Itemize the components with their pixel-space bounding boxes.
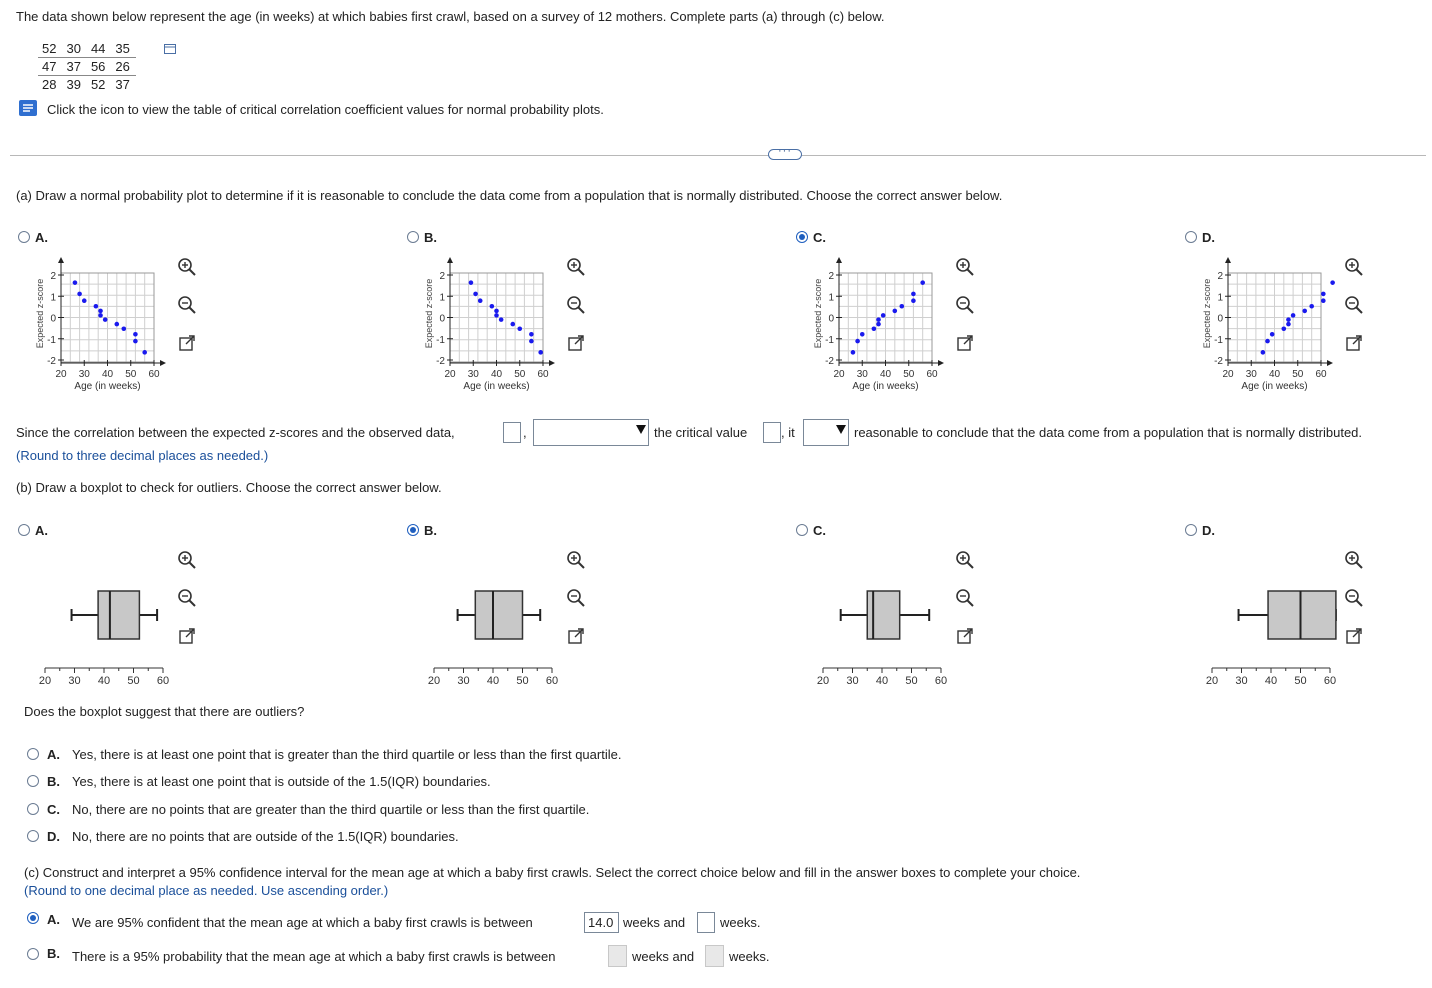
critical-values-link[interactable]: Click the icon to view the table of critical correlation coefficient values for normal probability plots. — [47, 102, 604, 117]
data-point — [881, 313, 886, 318]
outlier-option-a-radio[interactable] — [27, 748, 39, 760]
sentence-3: , it — [781, 425, 795, 440]
ci-lower-input[interactable] — [584, 912, 619, 933]
boxplot-option-c-letter: C. — [813, 523, 826, 538]
y-tick-label: 0 — [50, 313, 56, 325]
y-tick-label: 1 — [439, 292, 445, 304]
x-tick-label: 20 — [1222, 369, 1234, 380]
x-axis-arrow — [1327, 360, 1333, 366]
data-point — [133, 332, 138, 337]
ci-option-b-text-3: weeks. — [729, 949, 770, 964]
x-axis-arrow — [549, 360, 555, 366]
y-axis-arrow — [836, 257, 842, 263]
axis-tick-label: 30 — [457, 675, 470, 687]
y-tick-label: -1 — [1214, 334, 1223, 346]
axis-tick-label: 20 — [38, 675, 52, 687]
x-axis-arrow — [160, 360, 166, 366]
data-point — [77, 292, 82, 297]
part-a-question: (a) Draw a normal probability plot to determine if it is reasonable to conclude the data come from a population that is normally distributed. Choose the correct answer below. — [16, 188, 1003, 203]
data-point — [876, 317, 881, 322]
axis-tick-label: 50 — [516, 675, 529, 687]
cell: 39 — [66, 77, 81, 92]
data-point — [94, 304, 99, 309]
sentence-4: reasonable to conclude that the data come from a population that is normally distributed. — [854, 425, 1363, 440]
x-axis-label: Age (in weeks) — [463, 381, 530, 392]
cell: 30 — [62, 40, 86, 58]
y-axis-arrow — [447, 257, 453, 263]
x-tick-label: 60 — [148, 369, 160, 380]
y-tick-label: 2 — [828, 271, 834, 282]
divider — [10, 155, 1426, 156]
sentence-2: the critical value — [654, 425, 748, 440]
boxplot — [37, 545, 187, 695]
outlier-question: Does the boxplot suggest that there are outliers? — [24, 704, 305, 719]
boxplot-option-c-radio[interactable] — [796, 524, 808, 536]
y-tick-label: -2 — [1214, 356, 1223, 367]
chevron-down-icon — [636, 425, 646, 434]
data-point — [872, 326, 877, 331]
y-tick-label: 2 — [50, 271, 56, 282]
x-axis-label: Age (in weeks) — [1241, 381, 1308, 392]
data-point — [899, 304, 904, 309]
axis-tick-label: 20 — [816, 675, 830, 687]
y-tick-label: 2 — [439, 271, 445, 282]
x-tick-label: 30 — [78, 369, 90, 380]
cell: 56 — [87, 58, 111, 76]
ci-option-a-text-1: We are 95% confident that the mean age at which a baby first crawls is between — [72, 915, 533, 930]
x-tick-label: 50 — [903, 369, 915, 380]
data-point — [103, 317, 108, 322]
y-tick-label: 0 — [828, 313, 834, 325]
npp-option-c-radio[interactable] — [796, 231, 808, 243]
data-point — [1286, 317, 1291, 322]
x-tick-label: 30 — [856, 369, 868, 380]
expand-button[interactable] — [768, 145, 802, 160]
x-tick-label: 40 — [101, 369, 114, 380]
axis-tick-label: 50 — [127, 675, 140, 687]
ci-option-b-text-1: There is a 95% probability that the mean age at which a baby first crawls is between — [72, 949, 556, 964]
boxplot — [815, 545, 965, 695]
data-point — [1286, 322, 1291, 327]
outlier-option-b-letter: B. — [47, 774, 60, 789]
data-point — [893, 309, 898, 314]
expand-label: ··· — [778, 145, 792, 157]
data-point — [1321, 298, 1326, 303]
outlier-option-a-text[interactable]: Yes, there is at least one point that is greater than the third quartile or less than the first quartile. — [72, 747, 622, 762]
data-point — [911, 298, 916, 303]
comma: , — [523, 425, 527, 440]
ci-b-upper-input[interactable] — [705, 945, 724, 967]
npp-option-c-letter: C. — [813, 230, 826, 245]
notes-icon[interactable] — [17, 99, 39, 119]
y-axis-label: Expected z-score — [813, 278, 823, 349]
data-point — [121, 326, 126, 331]
outlier-option-c-letter: C. — [47, 802, 60, 817]
boxplot-option-b-letter: B. — [424, 523, 437, 538]
data-point — [133, 339, 138, 344]
normal-probability-plot — [426, 252, 576, 402]
y-tick-label: 0 — [439, 313, 445, 325]
data-point — [98, 313, 103, 318]
box — [867, 591, 899, 639]
x-tick-label: 40 — [1268, 369, 1281, 380]
data-point — [1309, 304, 1314, 309]
round-note-c: (Round to one decimal place as needed. Use ascending order.) — [24, 883, 389, 898]
part-b-question: (b) Draw a boxplot to check for outliers. Choose the correct answer below. — [16, 480, 442, 495]
y-tick-label: 1 — [50, 292, 56, 304]
normal-probability-plot — [37, 252, 187, 402]
chevron-down-icon — [836, 425, 846, 434]
axis-tick-label: 60 — [1323, 675, 1337, 687]
data-point — [473, 292, 478, 297]
x-tick-label: 20 — [833, 369, 845, 380]
y-axis-label: Expected z-score — [424, 278, 434, 349]
y-tick-label: -1 — [825, 334, 834, 346]
cell: 26 — [111, 58, 135, 76]
data-point — [538, 350, 543, 355]
intro-text: The data shown below represent the age (in weeks) at which babies first crawl, based on a survey of 12 mothers. Complete parts (a) through (c) below. — [16, 9, 885, 24]
boxplot — [1204, 545, 1354, 695]
x-tick-label: 60 — [1315, 369, 1327, 380]
x-tick-label: 30 — [1245, 369, 1257, 380]
axis-tick-label: 30 — [1235, 675, 1248, 687]
x-tick-label: 50 — [514, 369, 526, 380]
data-point — [98, 309, 103, 314]
y-axis-label: Expected z-score — [35, 278, 45, 349]
outlier-option-c-radio[interactable] — [27, 803, 39, 815]
outlier-option-d-text[interactable]: No, there are no points that are outside of the 1.5(IQR) boundaries. — [72, 829, 459, 844]
cell: 37 — [115, 77, 130, 92]
cell: 35 — [111, 40, 135, 58]
x-tick-label: 30 — [467, 369, 479, 380]
x-tick-label: 20 — [444, 369, 456, 380]
data-point — [478, 298, 483, 303]
axis-tick-label: 60 — [545, 675, 559, 687]
axis-tick-label: 60 — [156, 675, 170, 687]
data-point — [876, 322, 881, 327]
y-tick-label: 1 — [828, 292, 834, 304]
ci-option-b-text-2: weeks and — [632, 949, 695, 964]
cell: 52 — [90, 77, 106, 92]
data-point — [860, 332, 865, 337]
x-tick-label: 40 — [490, 369, 503, 380]
boxplot-option-a-radio[interactable] — [18, 524, 30, 536]
ci-option-a-text-3: weeks. — [720, 915, 761, 930]
ci-b-lower-input[interactable] — [608, 945, 627, 967]
data-point — [851, 350, 856, 355]
x-tick-label: 50 — [1292, 369, 1304, 380]
data-point — [142, 350, 147, 355]
y-tick-label: -2 — [47, 356, 56, 367]
axis-tick-label: 50 — [1294, 675, 1307, 687]
npp-option-d-letter: D. — [1202, 230, 1215, 245]
sentence-1: Since the correlation between the expected z-scores and the observed data, — [16, 425, 455, 440]
ci-option-a-letter: A. — [47, 912, 60, 927]
axis-tick-label: 50 — [905, 675, 918, 687]
correlation-input[interactable] — [503, 422, 521, 443]
x-axis-label: Age (in weeks) — [852, 381, 919, 392]
box — [475, 591, 522, 639]
axis-tick-label: 60 — [934, 675, 948, 687]
box — [1268, 591, 1336, 639]
boxplot-option-b-radio[interactable] — [407, 524, 419, 536]
x-tick-label: 60 — [537, 369, 549, 380]
ci-lower-value: 14.0 — [588, 915, 614, 930]
data-point — [490, 304, 495, 309]
data-point — [529, 339, 534, 344]
normal-probability-plot — [1204, 252, 1354, 402]
table-icon[interactable] — [164, 44, 176, 54]
ci-option-a-radio[interactable] — [27, 912, 39, 924]
data-point — [469, 280, 474, 285]
x-tick-label: 50 — [125, 369, 137, 380]
outlier-option-a-letter: A. — [47, 747, 60, 762]
data-point — [517, 326, 522, 331]
axis-tick-label: 40 — [486, 675, 500, 687]
axis-tick-label: 20 — [1205, 675, 1219, 687]
cell: 52 — [38, 40, 62, 58]
x-tick-label: 60 — [926, 369, 938, 380]
y-tick-label: -2 — [825, 356, 834, 367]
data-point — [1291, 313, 1296, 318]
data-point — [499, 317, 504, 322]
y-tick-label: 1 — [1217, 292, 1223, 304]
cell: 37 — [62, 58, 86, 76]
round-note-a: (Round to three decimal places as needed.) — [16, 448, 269, 463]
x-axis-arrow — [938, 360, 944, 366]
is-isnot-dropdown[interactable] — [803, 419, 849, 446]
npp-option-a-letter: A. — [35, 230, 48, 245]
ci-option-b-letter: B. — [47, 946, 60, 961]
ci-upper-input[interactable] — [697, 912, 715, 933]
data-point — [855, 339, 860, 344]
outlier-option-d-radio[interactable] — [27, 830, 39, 842]
data-point — [82, 298, 87, 303]
cell: 28 — [42, 77, 57, 92]
npp-option-b-letter: B. — [424, 230, 437, 245]
data-point — [1321, 292, 1326, 297]
data-point — [115, 322, 120, 327]
y-tick-label: 0 — [1217, 313, 1223, 325]
outlier-option-b-radio[interactable] — [27, 775, 39, 787]
axis-tick-label: 40 — [1264, 675, 1278, 687]
data-point — [73, 280, 78, 285]
data-point — [529, 332, 534, 337]
x-tick-label: 40 — [879, 369, 892, 380]
box — [98, 591, 139, 639]
y-tick-label: -1 — [436, 334, 445, 346]
outlier-option-b-text[interactable]: Yes, there is at least one point that is outside of the 1.5(IQR) boundaries. — [72, 774, 491, 789]
y-tick-label: 2 — [1217, 271, 1223, 282]
axis-tick-label: 20 — [427, 675, 441, 687]
data-table — [38, 40, 136, 93]
outlier-option-c-text[interactable]: No, there are no points that are greater than the third quartile or less than the first quartile. — [72, 802, 590, 817]
boxplot-option-a-letter: A. — [35, 523, 48, 538]
npp-option-b-radio[interactable] — [407, 231, 419, 243]
data-point — [1302, 309, 1307, 314]
ci-option-a-text-2: weeks and — [623, 915, 686, 930]
cell: 47 — [38, 58, 62, 76]
part-c-question: (c) Construct and interpret a 95% confidence interval for the mean age at which a baby first crawls. Select the correct choice below and fill in the answer boxes to complete your choice. — [24, 865, 1081, 880]
npp-option-d-radio[interactable] — [1185, 231, 1197, 243]
boxplot — [426, 545, 576, 695]
outlier-option-d-letter: D. — [47, 829, 60, 844]
data-point — [510, 322, 515, 327]
comparison-dropdown[interactable] — [533, 419, 649, 446]
cell: 44 — [87, 40, 111, 58]
y-tick-label: -2 — [436, 356, 445, 367]
y-tick-label: -1 — [47, 334, 56, 346]
axis-tick-label: 30 — [68, 675, 81, 687]
y-axis-label: Expected z-score — [1202, 278, 1212, 349]
boxplot-option-d-letter: D. — [1202, 523, 1215, 538]
data-point — [911, 292, 916, 297]
x-axis-label: Age (in weeks) — [74, 381, 141, 392]
data-point — [494, 313, 499, 318]
x-tick-label: 20 — [55, 369, 67, 380]
data-point — [494, 309, 499, 314]
data-point — [920, 280, 925, 285]
boxplot-option-d-radio[interactable] — [1185, 524, 1197, 536]
y-axis-arrow — [58, 257, 64, 263]
data-point — [1282, 326, 1287, 331]
axis-tick-label: 30 — [846, 675, 859, 687]
data-point — [1330, 280, 1335, 285]
data-point — [1265, 339, 1270, 344]
ci-option-b-radio[interactable] — [27, 948, 39, 960]
axis-tick-label: 40 — [875, 675, 889, 687]
data-point — [1261, 350, 1266, 355]
npp-option-a-radio[interactable] — [18, 231, 30, 243]
data-point — [1270, 332, 1275, 337]
normal-probability-plot — [815, 252, 965, 402]
axis-tick-label: 40 — [97, 675, 111, 687]
critical-value-input[interactable] — [763, 422, 781, 443]
y-axis-arrow — [1225, 257, 1231, 263]
